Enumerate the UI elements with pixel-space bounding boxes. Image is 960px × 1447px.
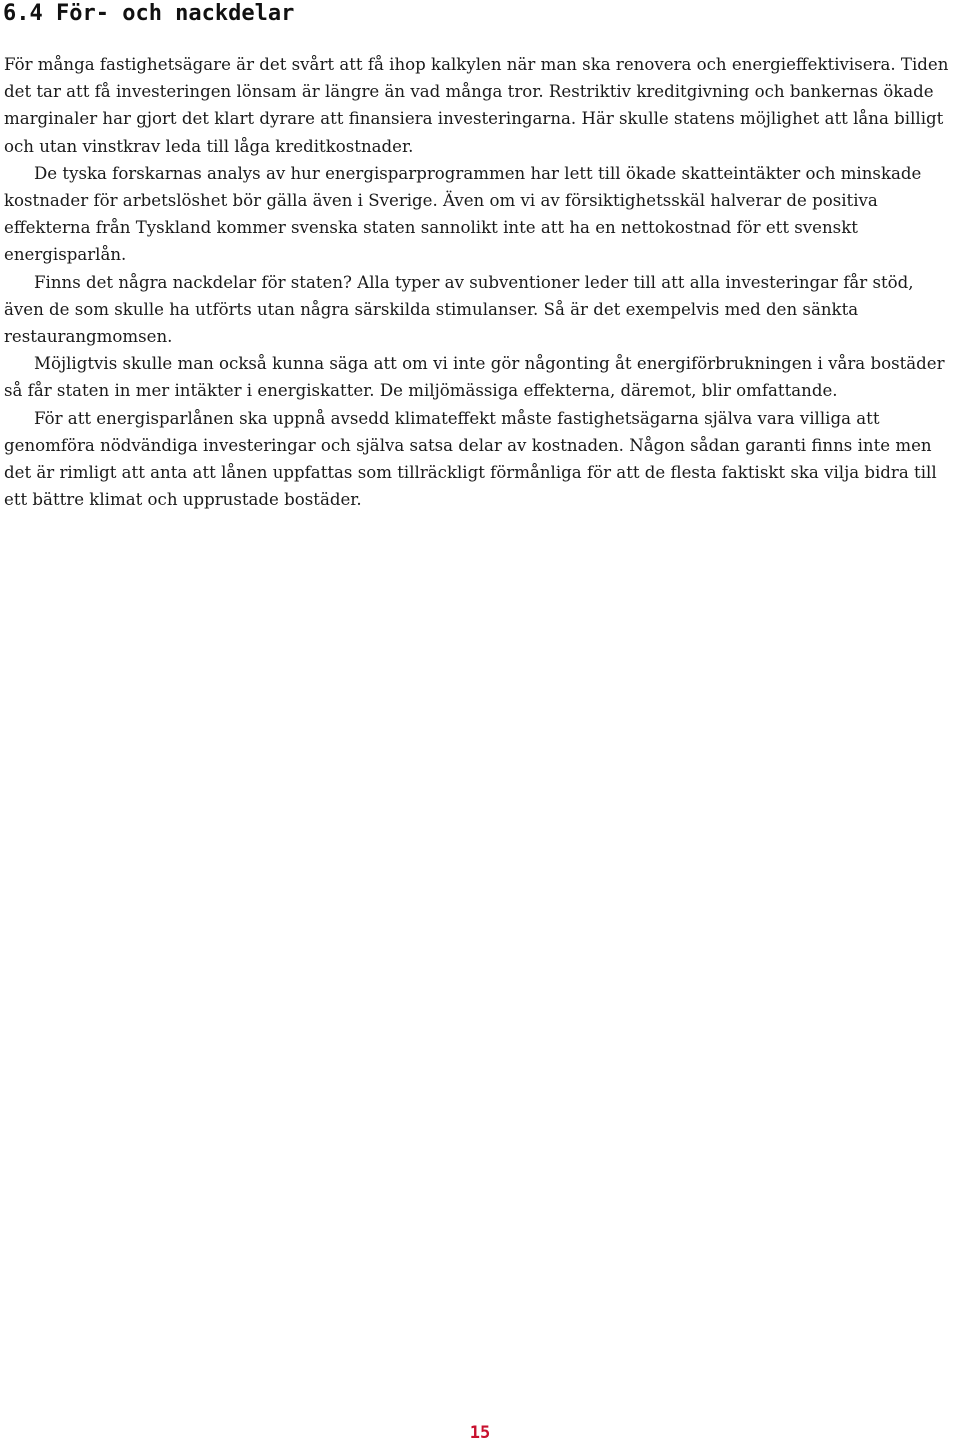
paragraph-german-analysis: De tyska forskarnas analys av hur energisparprogrammen har lett till ökade skatteintäkter och minskade kostnader för arbetslöshet bör gälla även i Sverige. Även om vi av försiktighetsskäl halverar de positiva effekterna från Tyskland kommer svenska staten sannolikt inte att ha en nettokostnad för ett svenskt energisparlån. xyxy=(4,163,922,265)
body-text xyxy=(4,51,958,513)
paragraph-intro: För många fastighetsägare är det svårt att få ihop kalkylen när man ska renovera och energieffektivisera. Tiden det tar att få investeringen lönsam är längre än vad många tror. Restriktiv kreditgivning och bankernas ökade marginaler har gjort det klart dyrare att finansiera investeringarna. Här skulle statens möjlighet att låna billigt och utan vinstkrav leda till låga kreditkostnader. xyxy=(4,55,949,156)
paragraph-energy-tax: Möjligtvis skulle man också kunna säga att om vi inte gör någonting åt energiförbrukningen i våra bostäder så får staten in mer intäkter i energiskatter. De miljömässiga effekterna, däremot, blir omfattande. xyxy=(4,354,945,401)
paragraph-drawbacks: Finns det några nackdelar för staten? Alla typer av subventioner leder till att alla investeringar får stöd, även de som skulle ha utförts utan några särskilda stimulanser. Så är det exempelvis med den sänkta restaurangmomsen. xyxy=(4,272,914,347)
page-number: 15 xyxy=(469,1423,491,1443)
section-heading: 6.4 För- och nackdelar xyxy=(3,1,295,26)
paragraph-climate-effect: För att energisparlånen ska uppnå avsedd klimateffekt måste fastighetsägarna själva vara villiga att genomföra nödvändiga investeringar och själva satsa delar av kostnaden. Någon sådan garanti finns inte men det är rimligt att anta att lånen uppfattas som tillräckligt förmånliga för att de flesta faktiskt ska vilja bidra till ett bättre klimat och upprustade bostäder. xyxy=(4,408,937,510)
